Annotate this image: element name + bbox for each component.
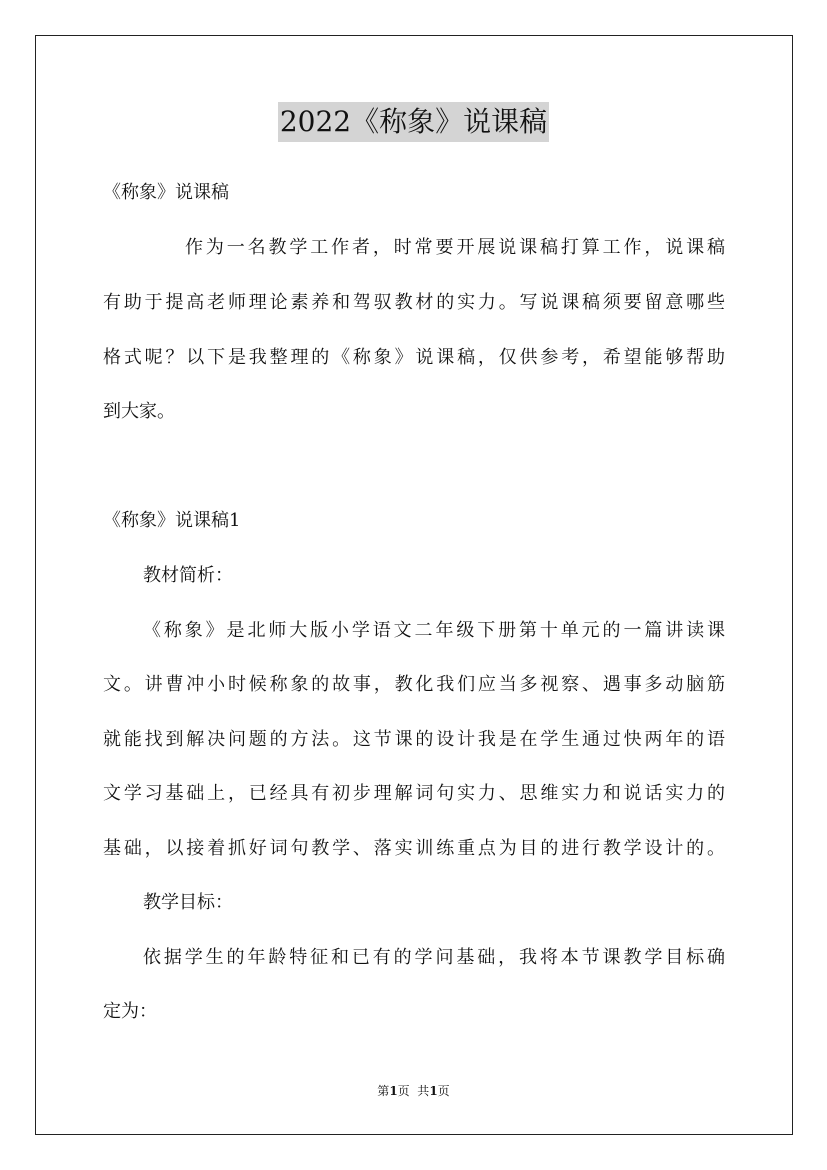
footer-prefix: 第: [377, 1084, 390, 1098]
textbook-line-1: 《称象》是北师大版小学语文二年级下册第十单元的一篇讲读课: [143, 620, 725, 641]
footer-page-number: 1: [389, 1084, 398, 1098]
textbook-line-4: 文学习基础上，已经具有初步理解词句实力、思维实力和说话实力的: [103, 783, 725, 804]
footer-mid: 页 共: [397, 1084, 430, 1098]
intro-line-4: 到大家。: [103, 401, 175, 422]
goals-heading: 教学目标：: [143, 892, 233, 913]
textbook-line-3: 就能找到解决问题的方法。这节课的设计我是在学生通过快两年的语: [103, 729, 725, 750]
page-footer: [0, 1083, 827, 1099]
footer-total-pages: 1: [429, 1084, 438, 1098]
footer-suffix: 页: [437, 1084, 450, 1098]
textbook-heading: 教材简析：: [143, 565, 233, 586]
title-wrap: [0, 102, 827, 142]
goals-line-2: 定为：: [103, 1001, 157, 1022]
subtitle: 《称象》说课稿: [103, 182, 229, 203]
goals-line-1: 依据学生的年龄特征和已有的学问基础，我将本节课教学目标确: [143, 947, 725, 968]
document-title: 2022《称象》说课稿: [278, 102, 549, 142]
intro-line-1: 作为一名教学工作者，时常要开展说课稿打算工作，说课稿: [185, 237, 725, 258]
textbook-line-5: 基础，以接着抓好词句教学、落实训练重点为目的进行教学设计的。: [103, 838, 725, 859]
textbook-line-2: 文。讲曹冲小时候称象的故事，教化我们应当多视察、遇事多动脑筋: [103, 674, 725, 695]
intro-line-3: 格式呢？以下是我整理的《称象》说课稿，仅供参考，希望能够帮助: [103, 347, 725, 368]
section1-heading: 《称象》说课稿1: [103, 510, 241, 531]
intro-line-2: 有助于提高老师理论素养和驾驭教材的实力。写说课稿须要留意哪些: [103, 292, 725, 313]
